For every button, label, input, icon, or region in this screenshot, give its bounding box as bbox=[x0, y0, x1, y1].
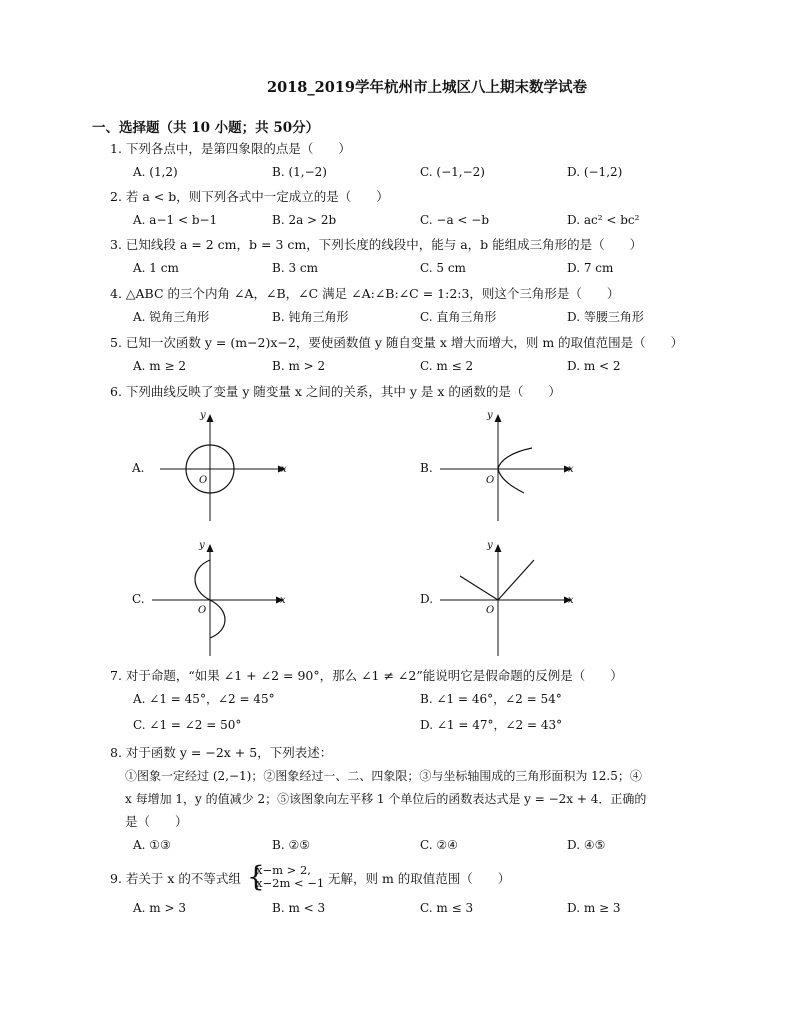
question-6-stem: 6. 下列曲线反映了变量 y 随变量 x 之间的关系，其中 y 是 x 的函数的是（ ） bbox=[110, 384, 561, 399]
q1-option-a[interactable]: A. (1,2) bbox=[133, 165, 178, 179]
q8-statements-line-2: x 每增加 1，y 的值减少 2；⑤该图象向左平移 1 个单位后的函数表达式是 y = −2x + 4．正确的 bbox=[125, 792, 647, 806]
q8-option-d[interactable]: D. ④⑤ bbox=[567, 838, 606, 852]
q9-option-d[interactable]: D. m ≥ 3 bbox=[567, 901, 621, 915]
q4-option-b[interactable]: B. 钝角三角形 bbox=[272, 310, 349, 324]
q6-option-b-label[interactable]: B. bbox=[420, 461, 433, 475]
q6-d-axis-y: y bbox=[487, 540, 493, 551]
question-2-stem: 2. 若 a < b，则下列各式中一定成立的是（ ） bbox=[110, 189, 389, 204]
q7-option-b[interactable]: B. ∠1 = 46°，∠2 = 54° bbox=[420, 692, 562, 706]
q6-d-axis-x: x bbox=[568, 595, 574, 606]
question-3-stem: 3. 已知线段 a = 2 cm，b = 3 cm，下列长度的线段中，能与 a，b 能组成三角形的是（ ） bbox=[110, 237, 643, 252]
q7-option-d[interactable]: D. ∠1 = 47°，∠2 = 43° bbox=[420, 718, 563, 732]
q1-option-c[interactable]: C. (−1,−2) bbox=[420, 165, 485, 179]
page-title: 2018_2019学年杭州市上城区八上期末数学试卷 bbox=[267, 79, 587, 96]
q3-option-b[interactable]: B. 3 cm bbox=[272, 261, 318, 275]
question-5-stem: 5. 已知一次函数 y = (m−2)x−2，要使函数值 y 随自变量 x 增大而增大，则 m 的取值范围是（ ） bbox=[110, 335, 684, 350]
section-heading: 一、选择题（共 10 小题；共 50分） bbox=[92, 120, 320, 136]
q9-system-line-1: x−m > 2, bbox=[256, 863, 311, 877]
q6-graph-a[interactable] bbox=[160, 408, 300, 528]
q6-b-origin: O bbox=[486, 475, 495, 486]
q6-a-axis-y: y bbox=[200, 410, 206, 421]
q6-graph-d[interactable] bbox=[440, 538, 580, 663]
q6-graph-b[interactable] bbox=[440, 408, 580, 528]
question-4-stem: 4. △ABC 的三个内角 ∠A，∠B，∠C 满足 ∠A:∠B:∠C = 1:2:3，则这个三角形是（ ） bbox=[110, 286, 620, 301]
question-9-stem-prefix: 9. 若关于 x 的不等式组 bbox=[110, 871, 241, 886]
q6-a-origin: O bbox=[199, 475, 208, 486]
q9-system-brace: { bbox=[247, 860, 265, 893]
q6-c-axis-y: y bbox=[199, 540, 205, 551]
question-7-stem: 7. 对于命题，“如果 ∠1 + ∠2 = 90°，那么 ∠1 ≠ ∠2”能说明它是假命题的反例是（ ） bbox=[110, 668, 623, 683]
q8-statements-line-1: ①图象一定经过 (2,−1)；②图象经过一、二、四象限；③与坐标轴围成的三角形面积为 12.5；④ bbox=[125, 769, 642, 783]
q6-graph-c[interactable] bbox=[152, 538, 292, 663]
q6-d-v-lines bbox=[460, 560, 534, 600]
q5-option-d[interactable]: D. m < 2 bbox=[567, 359, 621, 373]
q6-b-axis-x: x bbox=[568, 464, 574, 475]
q3-option-a[interactable]: A. 1 cm bbox=[133, 261, 179, 275]
q5-option-b[interactable]: B. m > 2 bbox=[272, 359, 326, 373]
q9-option-a[interactable]: A. m > 3 bbox=[133, 901, 186, 915]
q6-c-axis-x: x bbox=[280, 595, 286, 606]
q6-d-origin: O bbox=[486, 605, 495, 616]
question-9-stem-suffix: 无解，则 m 的取值范围（ ） bbox=[328, 871, 511, 886]
q2-option-d[interactable]: D. ac² < bc² bbox=[567, 213, 640, 227]
q9-option-b[interactable]: B. m < 3 bbox=[272, 901, 326, 915]
q8-option-c[interactable]: C. ②④ bbox=[420, 838, 458, 852]
question-8-stem: 8. 对于函数 y = −2x + 5，下列表述： bbox=[110, 745, 333, 760]
q9-system-line-2: x−2m < −1 bbox=[256, 876, 325, 890]
q3-option-d[interactable]: D. 7 cm bbox=[567, 261, 614, 275]
q8-statements-line-3: 是（ ） bbox=[125, 814, 188, 829]
q2-option-a[interactable]: A. a−1 < b−1 bbox=[133, 213, 218, 227]
q1-option-d[interactable]: D. (−1,2) bbox=[567, 165, 623, 179]
q1-option-b[interactable]: B. (1,−2) bbox=[272, 165, 327, 179]
q6-a-axis-x: x bbox=[281, 464, 287, 475]
q8-option-b[interactable]: B. ②⑤ bbox=[272, 838, 310, 852]
q6-option-d-label[interactable]: D. bbox=[420, 592, 434, 606]
q6-b-axis-y: y bbox=[487, 410, 493, 421]
q5-option-c[interactable]: C. m ≤ 2 bbox=[420, 359, 474, 373]
q6-b-parabola bbox=[498, 448, 532, 493]
q9-option-c[interactable]: C. m ≤ 3 bbox=[420, 901, 474, 915]
q6-c-origin: O bbox=[198, 605, 207, 616]
q7-option-c[interactable]: C. ∠1 = ∠2 = 50° bbox=[133, 718, 242, 732]
question-1-stem: 1. 下列各点中，是第四象限的点是（ ） bbox=[110, 141, 351, 156]
q2-option-b[interactable]: B. 2a > 2b bbox=[272, 213, 337, 227]
q4-option-c[interactable]: C. 直角三角形 bbox=[420, 310, 497, 324]
q3-option-c[interactable]: C. 5 cm bbox=[420, 261, 466, 275]
q6-option-a-label[interactable]: A. bbox=[132, 461, 145, 475]
q8-option-a[interactable]: A. ①③ bbox=[133, 838, 171, 852]
q6-option-c-label[interactable]: C. bbox=[132, 592, 145, 606]
q7-option-a[interactable]: A. ∠1 = 45°，∠2 = 45° bbox=[133, 692, 275, 706]
q4-option-a[interactable]: A. 锐角三角形 bbox=[133, 310, 210, 324]
q4-option-d[interactable]: D. 等腰三角形 bbox=[567, 310, 644, 324]
q2-option-c[interactable]: C. −a < −b bbox=[420, 213, 490, 227]
q5-option-a[interactable]: A. m ≥ 2 bbox=[133, 359, 186, 373]
